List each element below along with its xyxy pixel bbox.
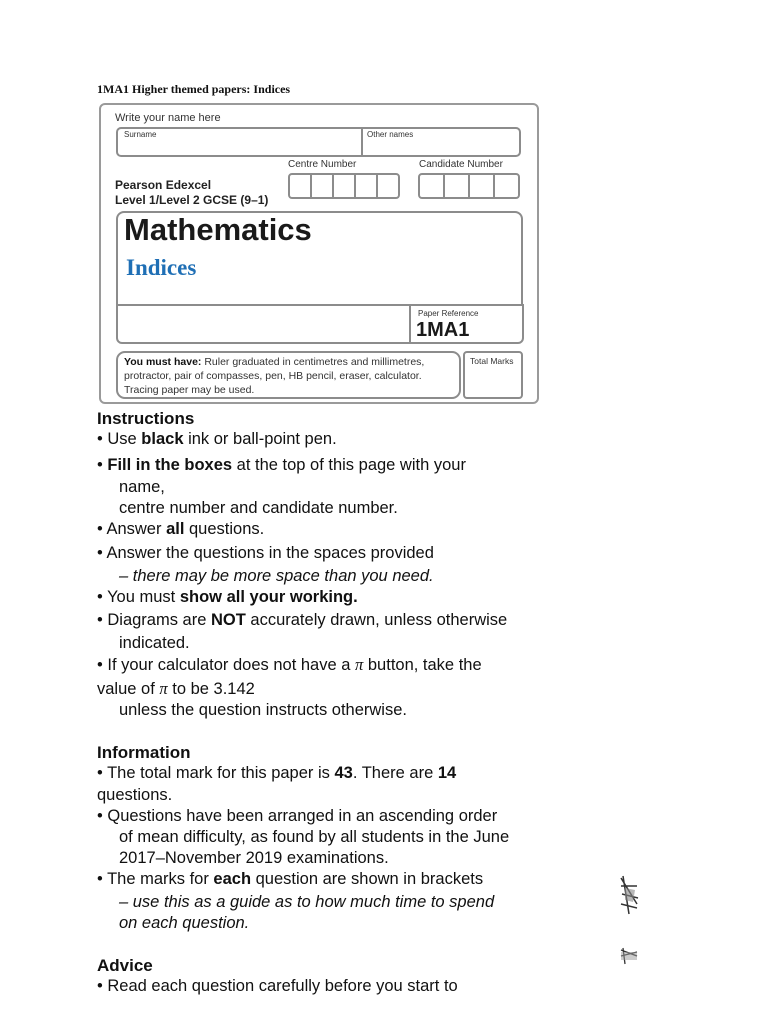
candidate-number-cell[interactable] [468,173,495,199]
candidate-number-cell[interactable] [443,173,470,199]
must-have-heading: You must have: [124,356,202,368]
paper-reference-divider [409,304,411,344]
must-have-line: protractor, pair of compasses, pen, HB pencil, eraser, calculator. [124,370,422,382]
advice-heading: Advice [97,956,153,975]
information-item: • The total mark for this paper is 43. There are 14 [97,764,457,782]
information-heading: Information [97,743,191,762]
information-continued: of mean difficulty, as found by all students in the June [119,828,510,846]
centre-number-cell[interactable] [376,173,400,199]
topic-title: Indices [126,255,197,280]
other-names-field[interactable] [361,127,521,157]
instruction-continued: indicated. [119,634,190,652]
scanned-edge-fragment [619,874,639,966]
total-marks-box[interactable] [463,351,523,399]
centre-number-cell[interactable] [354,173,378,199]
centre-number-boxes[interactable] [288,173,398,199]
information-item: • The marks for each question are shown in brackets [97,870,484,888]
information-continued: questions. [97,786,173,804]
instruction-item: • Answer all questions. [97,520,265,538]
must-have-text [124,355,424,397]
instruction-continued: name, [119,478,165,496]
instruction-item: • Answer the questions in the spaces provided [97,544,434,562]
centre-number-cell[interactable] [310,173,334,199]
document-header: 1MA1 Higher themed papers: Indices [97,82,291,96]
total-marks-label: Total Marks [470,356,514,366]
pi-symbol: π [355,655,364,674]
instruction-continued: value of π to be 3.142 [97,679,255,698]
information-continued: – use this as a guide as to how much time to spend [119,893,495,911]
subject-panel [116,211,523,306]
write-name-label: Write your name here [115,112,221,124]
information-item: • Questions have been arranged in an ascending order [97,807,498,825]
instruction-item: • Fill in the boxes at the top of this page with your [97,456,466,474]
instruction-continued: – there may be more space than you need. [119,567,434,585]
instruction-item: • If your calculator does not have a π button, take the [97,655,482,674]
instructions-heading: Instructions [97,409,195,428]
exam-board: Pearson Edexcel [115,178,212,192]
surname-label: Surname [124,130,157,139]
must-have-line: Tracing paper may be used. [124,384,255,396]
instruction-continued: unless the question instructs otherwise. [119,701,407,719]
candidate-number-boxes[interactable] [418,173,518,199]
advice-item: • Read each question carefully before you start to [97,977,458,995]
information-continued: 2017–November 2019 examinations. [119,849,389,867]
instructions-text [97,408,577,997]
paper-reference-row [116,304,524,344]
candidate-number-cell[interactable] [493,173,520,199]
paper-reference-label: Paper Reference [418,309,479,318]
instruction-item: • Use black ink or ball-point pen. [97,430,337,448]
centre-number-label: Centre Number [288,159,357,170]
must-have-box [116,351,461,399]
must-have-line: Ruler graduated in centimetres and millimetres, [201,356,425,368]
exam-cover-box [99,103,539,404]
centre-number-cell[interactable] [332,173,356,199]
information-continued: on each question. [119,914,250,932]
instruction-item: • Diagrams are NOT accurately drawn, unless otherwise [97,611,508,629]
paper-reference-code: 1MA1 [416,319,470,341]
exam-level: Level 1/Level 2 GCSE (9–1) [115,193,269,207]
instruction-continued: centre number and candidate number. [119,499,398,517]
subject-title: Mathematics [124,212,312,247]
candidate-number-label: Candidate Number [419,159,503,170]
candidate-number-cell[interactable] [418,173,445,199]
other-names-label: Other names [367,130,414,139]
pi-symbol: π [159,679,168,698]
surname-field[interactable] [116,127,362,157]
centre-number-cell[interactable] [288,173,312,199]
instruction-item: • You must show all your working. [97,588,358,606]
